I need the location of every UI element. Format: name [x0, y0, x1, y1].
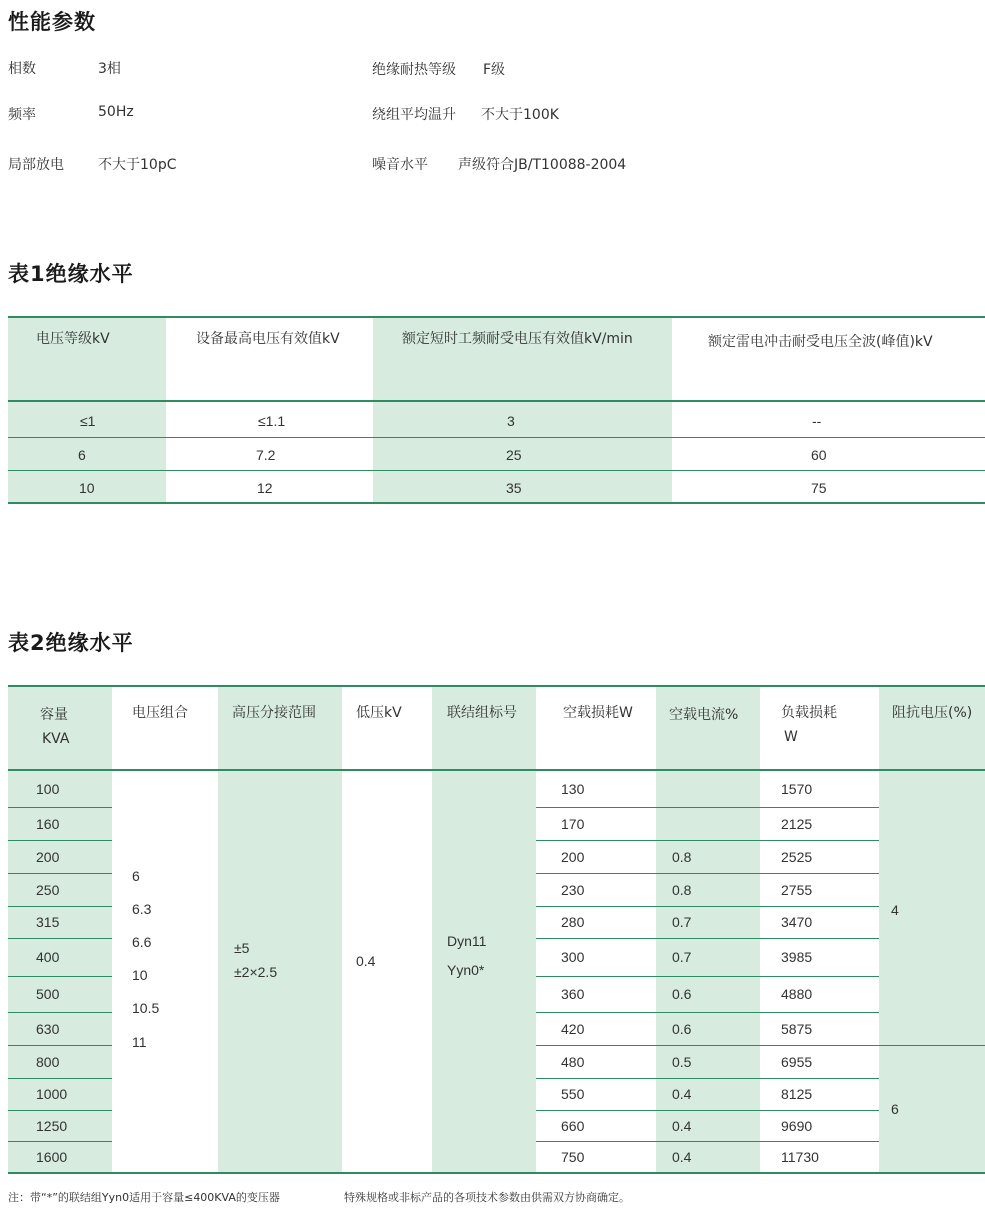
table2-no-load-current-cell: 0.4: [672, 1117, 692, 1134]
table2-lv-value: 0.4: [356, 953, 376, 969]
param-label-partial-discharge: 局部放电: [8, 157, 64, 173]
table2-header-voltage-combination: 电压组合: [132, 705, 188, 721]
param-value-partial-discharge: 不大于10pC: [98, 157, 177, 173]
table2-header-lv: 低压kV: [356, 705, 402, 721]
param-label-temperature-rise: 绕组平均温升: [372, 107, 456, 123]
table2-voltage-combo: 6.6: [132, 934, 152, 950]
table2-row-rule: [536, 1012, 879, 1013]
table2-no-load-current-cell: 0.7: [672, 949, 692, 965]
param-value-phase: 3相: [98, 61, 121, 77]
table2-title: 表2绝缘水平: [8, 631, 134, 655]
table2-capacity-cell: 315: [36, 914, 60, 930]
table2-row-rule: [8, 1012, 112, 1013]
table2-no-load-loss-cell: 480: [561, 1053, 585, 1070]
table2-row-rule: [536, 976, 879, 977]
table1-header-max-voltage: 设备最高电压有效值kV: [196, 331, 340, 347]
table2-header-impedance: 阻抗电压(%): [892, 705, 973, 721]
table2-vector-group: Dyn11: [447, 933, 487, 949]
table2-header-vector-group: 联结组标号: [447, 705, 517, 721]
table2-header-no-load-current: 空载电流%: [669, 707, 739, 723]
table2-capacity-cell: 160: [36, 815, 60, 832]
table2-no-load-loss-cell: 280: [561, 914, 585, 930]
table1-cell: 3: [507, 413, 515, 429]
table2-row-rule: [8, 807, 112, 808]
table2-impedance-rule: [879, 1045, 985, 1046]
table2-row-rule: [536, 1045, 879, 1046]
table2-vector-group: Yyn0*: [447, 962, 485, 978]
table2-load-loss-cell: 9690: [781, 1117, 813, 1134]
table2-row-rule: [536, 840, 879, 841]
table2-no-load-current-cell: 0.6: [672, 1020, 692, 1037]
table2-voltage-combo: 6: [132, 868, 140, 884]
table2-hv-tap: ±5: [234, 940, 250, 956]
table2-load-loss-cell: 2525: [781, 848, 813, 865]
table2-header-hv-tap-range: 高压分接范围: [232, 705, 316, 721]
table2-capacity-cell: 500: [36, 986, 60, 1002]
table2-voltage-combo: 10: [132, 967, 148, 983]
table2-row-rule: [8, 1045, 112, 1046]
table2-voltage-combo: 6.3: [132, 901, 152, 917]
table2-capacity-cell: 800: [36, 1053, 60, 1070]
table2-load-loss-cell: 3985: [781, 949, 813, 965]
table1-cell: 7.2: [256, 447, 276, 463]
table2-no-load-loss-cell: 420: [561, 1020, 585, 1037]
table2-load-loss-cell: 4880: [781, 986, 813, 1002]
table2-load-loss-cell: 6955: [781, 1053, 813, 1070]
param-label-noise-level: 噪音水平: [372, 157, 428, 173]
table2-no-load-loss-cell: 230: [561, 881, 585, 898]
table1-cell: ≤1.1: [258, 413, 286, 429]
param-label-insulation-class: 绝缘耐热等级: [372, 62, 456, 78]
table2-header-load-loss: 负载损耗: [781, 705, 837, 721]
param-value-temperature-rise: 不大于100K: [481, 107, 559, 123]
table2-load-loss-cell: 1570: [781, 781, 813, 797]
table2-no-load-current-cell: 0.7: [672, 914, 692, 930]
table2-no-load-current-cell: 0.5: [672, 1053, 692, 1070]
table1-title: 表1绝缘水平: [8, 262, 134, 286]
table2-no-load-current-cell: 0.4: [672, 1086, 692, 1102]
table1-cell: --: [812, 413, 822, 429]
table2-header-capacity-unit: KVA: [42, 731, 70, 747]
section-title-performance: 性能参数: [8, 10, 96, 34]
footnote-special-specs: 特殊规格或非标产品的各项技术参数由供需双方协商确定。: [344, 1191, 630, 1204]
table2-capacity-cell: 200: [36, 848, 60, 865]
table2-no-load-loss-cell: 660: [561, 1117, 585, 1134]
table2-row-rule: [536, 1141, 879, 1142]
param-value-noise-level: 声级符合JB/T10088-2004: [458, 157, 627, 173]
table2-row-rule: [8, 1110, 112, 1111]
table2-capacity-cell: 630: [36, 1020, 60, 1037]
table2-impedance: 4: [891, 902, 899, 918]
table2-row-rule: [536, 873, 879, 874]
table2-row-rule: [8, 1141, 112, 1142]
param-label-phase: 相数: [8, 61, 36, 77]
table2-row-rule: [8, 906, 112, 907]
table2-header-no-load-loss: 空载损耗W: [563, 705, 633, 721]
table1-cell: 6: [78, 447, 86, 463]
table2-capacity-cell: 250: [36, 881, 60, 898]
table2-no-load-loss-cell: 750: [561, 1148, 585, 1165]
table2-voltage-combo: 10.5: [132, 1000, 160, 1016]
table2-capacity-cell: 400: [36, 949, 60, 965]
table2-no-load-loss-cell: 200: [561, 848, 585, 865]
footnote-vector-group: 注：带“*”的联结组Yyn0适用于容量≤400KVA的变压器: [8, 1191, 280, 1204]
table1-header-power-frequency: 额定短时工频耐受电压有效值kV/min: [402, 331, 633, 347]
table2-impedance: 6: [891, 1101, 899, 1117]
table2-capacity-cell: 1600: [36, 1148, 68, 1165]
table2-row-rule: [8, 1078, 112, 1079]
table2-load-loss-cell: 3470: [781, 914, 813, 930]
table2-no-load-loss-cell: 130: [561, 781, 585, 797]
table1-header-voltage-class: 电压等级kV: [36, 331, 110, 347]
param-value-insulation-class: F级: [483, 62, 506, 78]
table2-load-loss-cell: 8125: [781, 1086, 813, 1102]
table1-cell: 10: [79, 480, 95, 496]
table2-hv-tap: ±2×2.5: [234, 964, 278, 980]
table1-cell: 75: [811, 480, 827, 496]
table2-row-rule: [536, 1078, 879, 1079]
table2-row-rule: [536, 1110, 879, 1111]
table2-row-rule: [536, 807, 879, 808]
table2-no-load-current-cell: 0.8: [672, 848, 692, 865]
table2-load-loss-cell: 2125: [781, 815, 813, 832]
table2-row-rule: [8, 840, 112, 841]
table2-row-rule: [8, 976, 112, 977]
table2-load-loss-cell: 2755: [781, 881, 813, 898]
table1-cell: 12: [257, 480, 273, 496]
table2-no-load-current-cell: 0.4: [672, 1148, 692, 1165]
table2-capacity-cell: 1250: [36, 1117, 68, 1134]
table2-row-rule: [8, 873, 112, 874]
table2-row-rule: [8, 938, 112, 939]
table2-load-loss-cell: 11730: [781, 1148, 819, 1165]
table2-no-load-loss-cell: 550: [561, 1086, 585, 1102]
table1-header-lightning-impulse: 额定雷电冲击耐受电压全波(峰值)kV: [708, 334, 933, 350]
table2-header-capacity: 容量: [40, 707, 68, 723]
table2-no-load-loss-cell: 300: [561, 949, 585, 965]
table2-capacity-cell: 1000: [36, 1086, 68, 1102]
table2-row-rule: [536, 906, 879, 907]
table1-cell: 35: [506, 480, 522, 496]
table2-no-load-loss-cell: 360: [561, 986, 585, 1002]
table1-cell: 60: [811, 447, 827, 463]
table2-header-load-loss-unit: W: [784, 729, 798, 745]
param-value-frequency: 50Hz: [98, 104, 134, 120]
table1-cell: ≤1: [80, 413, 96, 429]
table1-cell: 25: [506, 447, 522, 463]
param-label-frequency: 频率: [8, 107, 36, 123]
table2-row-rule: [536, 938, 879, 939]
table2-load-loss-cell: 5875: [781, 1020, 813, 1037]
table2-capacity-cell: 100: [36, 781, 60, 797]
table2-voltage-combo: 11: [132, 1034, 147, 1050]
table2-no-load-loss-cell: 170: [561, 815, 585, 832]
table2-no-load-current-cell: 0.8: [672, 881, 692, 898]
table2-no-load-current-cell: 0.6: [672, 986, 692, 1002]
